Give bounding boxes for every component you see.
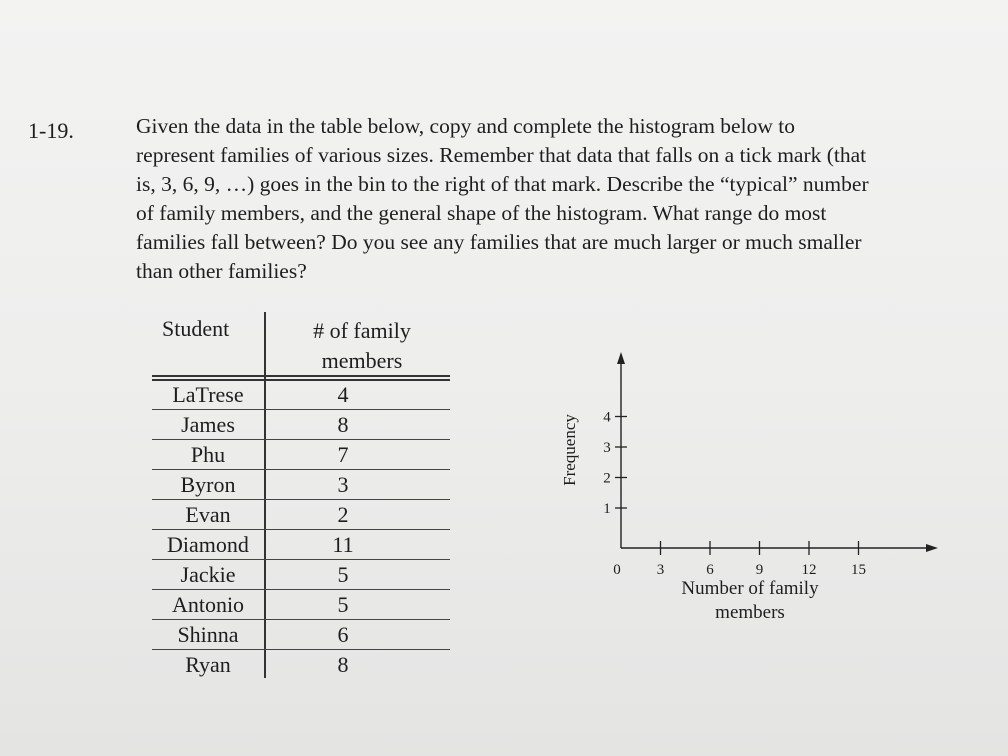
table-row <box>152 470 450 500</box>
x-axis-label: Number of family <box>681 578 819 599</box>
family-members: 3 <box>337 472 349 497</box>
x-tick-label: 9 <box>755 562 764 578</box>
x-tick-label: 3 <box>656 562 665 578</box>
table-row <box>152 410 450 440</box>
family-members: 8 <box>337 652 349 677</box>
problem-text-line: is, 3, 6, 9, …) goes in the bin to the right of that mark. Describe the “typical” number <box>136 172 869 196</box>
student-name: Evan <box>185 502 231 527</box>
header-rule <box>152 375 450 377</box>
histogram-chart <box>540 340 960 640</box>
family-members: 7 <box>337 442 349 467</box>
student-name: Phu <box>190 442 226 467</box>
table-row <box>152 650 450 680</box>
y-tick-label: 2 <box>603 470 611 487</box>
problem-text-line: than other families? <box>136 259 307 283</box>
table-row <box>152 530 450 560</box>
family-members: 8 <box>337 412 349 437</box>
header-members-line2: members <box>321 348 403 373</box>
y-tick-label: 4 <box>603 409 611 426</box>
problem-text-line: of family members, and the general shape of the histogram. What range do most <box>136 201 827 225</box>
table-row <box>152 440 450 470</box>
x-tick-label: 6 <box>706 562 714 578</box>
student-name: Jackie <box>180 562 236 587</box>
table-row <box>152 560 450 590</box>
problem-text-line: families fall between? Do you see any families that are much larger or much smaller <box>136 230 862 254</box>
y-axis-label: Frequency <box>560 414 579 486</box>
table-row <box>152 590 450 620</box>
family-members: 2 <box>337 502 349 527</box>
y-tick-label: 1 <box>603 501 611 517</box>
x-tick-label: 15 <box>851 562 866 578</box>
problem-text <box>136 112 998 286</box>
y-tick-label: 3 <box>603 440 611 456</box>
family-members: 6 <box>337 622 349 647</box>
problem-number: 1-19. <box>28 118 74 143</box>
student-name: LaTrese <box>172 382 244 407</box>
axis-ticks <box>615 417 859 556</box>
student-name: James <box>181 412 235 437</box>
axis-tick-labels <box>603 410 866 579</box>
problem-text-line: Given the data in the table below, copy and complete the histogram below to <box>136 114 795 138</box>
header-student: Student <box>162 316 230 341</box>
x-axis-arrow <box>926 544 938 552</box>
header-members <box>292 316 432 376</box>
table-row <box>152 620 450 650</box>
table-row <box>152 380 450 410</box>
family-members: 11 <box>332 532 354 557</box>
family-members: 5 <box>337 592 349 617</box>
table-row <box>152 500 450 530</box>
student-name: Byron <box>180 472 236 497</box>
student-name: Diamond <box>167 532 249 557</box>
student-name: Antonio <box>171 592 245 617</box>
student-name: Shinna <box>177 622 239 647</box>
problem-text-line: represent families of various sizes. Remember that data that falls on a tick mark (that <box>136 143 867 167</box>
student-name: Ryan <box>185 652 231 677</box>
x-tick-label: 0 <box>613 562 621 578</box>
x-tick-label: 12 <box>801 562 817 578</box>
family-members: 5 <box>337 562 349 587</box>
x-axis-label-line2: members <box>715 602 785 623</box>
family-members: 4 <box>337 382 349 407</box>
header-members-line1: # of family <box>313 318 411 343</box>
y-axis-arrow <box>617 352 625 364</box>
